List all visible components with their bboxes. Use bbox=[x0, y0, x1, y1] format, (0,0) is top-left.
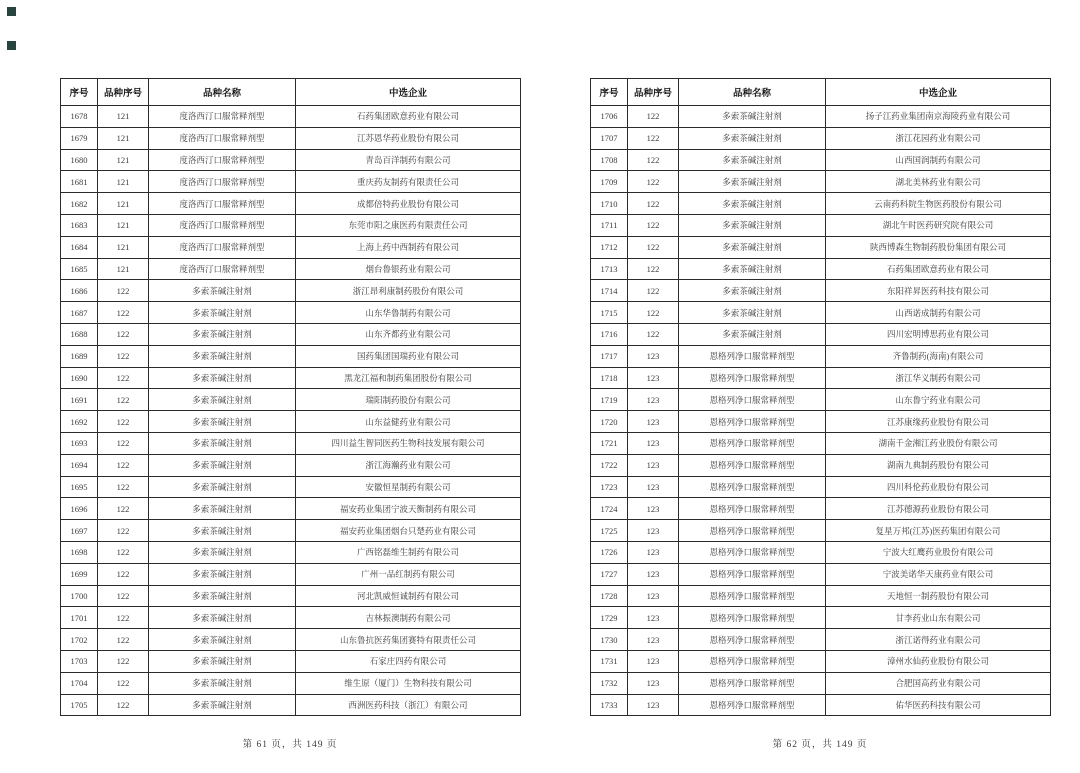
table-row bbox=[61, 127, 521, 149]
cell-selected-enterprise: 福安药业集团烟台只楚药业有限公司 bbox=[296, 520, 521, 542]
table-row bbox=[591, 149, 1051, 171]
cell-variety-name: 多索茶碱注射剂 bbox=[149, 302, 296, 324]
cell-seq: 1724 bbox=[591, 498, 628, 520]
cell-variety-name: 度洛西汀口服常释剂型 bbox=[149, 258, 296, 280]
cell-selected-enterprise: 重庆药友制药有限责任公司 bbox=[296, 171, 521, 193]
cell-selected-enterprise: 天地恒一制药股份有限公司 bbox=[826, 585, 1051, 607]
cell-variety-name: 恩格列净口服常释剂型 bbox=[679, 650, 826, 672]
cell-selected-enterprise: 浙江华义制药有限公司 bbox=[826, 367, 1051, 389]
col-header-selected-enterprise: 中选企业 bbox=[826, 79, 1051, 106]
cell-variety-name: 度洛西汀口服常释剂型 bbox=[149, 127, 296, 149]
cell-selected-enterprise: 宁波美诺华天康药业有限公司 bbox=[826, 563, 1051, 585]
table-row bbox=[591, 193, 1051, 215]
cell-selected-enterprise: 四川科伦药业股份有限公司 bbox=[826, 476, 1051, 498]
cell-variety-no: 121 bbox=[98, 236, 149, 258]
cell-variety-no: 122 bbox=[98, 694, 149, 716]
cell-selected-enterprise: 山东鲁抗医药集团赛特有限责任公司 bbox=[296, 629, 521, 651]
cell-variety-name: 多索茶碱注射剂 bbox=[149, 607, 296, 629]
cell-variety-no: 123 bbox=[628, 454, 679, 476]
cell-variety-name: 多索茶碱注射剂 bbox=[149, 367, 296, 389]
cell-variety-no: 122 bbox=[98, 345, 149, 367]
cell-variety-name: 多索茶碱注射剂 bbox=[679, 214, 826, 236]
cell-variety-no: 123 bbox=[628, 541, 679, 563]
cell-variety-name: 多索茶碱注射剂 bbox=[149, 585, 296, 607]
table-row bbox=[591, 345, 1051, 367]
cell-selected-enterprise: 河北凯威恒诚制药有限公司 bbox=[296, 585, 521, 607]
cell-seq: 1730 bbox=[591, 629, 628, 651]
cell-variety-no: 122 bbox=[628, 236, 679, 258]
table-row bbox=[61, 171, 521, 193]
table-row bbox=[591, 454, 1051, 476]
cell-selected-enterprise: 四川益生智同医药生物科技发展有限公司 bbox=[296, 432, 521, 454]
cell-seq: 1700 bbox=[61, 585, 98, 607]
page-number-left: 第 61 页，共 149 页 bbox=[242, 740, 338, 750]
cell-selected-enterprise: 江苏德源药业股份有限公司 bbox=[826, 498, 1051, 520]
table-row bbox=[61, 629, 521, 651]
cell-seq: 1713 bbox=[591, 258, 628, 280]
cell-variety-name: 度洛西汀口服常释剂型 bbox=[149, 236, 296, 258]
table-row bbox=[61, 585, 521, 607]
cell-seq: 1726 bbox=[591, 541, 628, 563]
cell-variety-name: 度洛西汀口服常释剂型 bbox=[149, 106, 296, 128]
cell-seq: 1722 bbox=[591, 454, 628, 476]
cell-variety-no: 121 bbox=[98, 127, 149, 149]
cell-variety-no: 122 bbox=[98, 563, 149, 585]
cell-variety-no: 122 bbox=[628, 323, 679, 345]
cell-variety-no: 123 bbox=[628, 694, 679, 716]
cell-variety-name: 多索茶碱注射剂 bbox=[149, 476, 296, 498]
cell-variety-name: 恩格列净口服常释剂型 bbox=[679, 520, 826, 542]
table-row bbox=[61, 498, 521, 520]
cell-variety-name: 多索茶碱注射剂 bbox=[149, 563, 296, 585]
cell-variety-no: 121 bbox=[98, 193, 149, 215]
table-row bbox=[591, 498, 1051, 520]
cell-variety-name: 多索茶碱注射剂 bbox=[679, 236, 826, 258]
cell-selected-enterprise: 上海上药中西制药有限公司 bbox=[296, 236, 521, 258]
cell-variety-name: 多索茶碱注射剂 bbox=[149, 411, 296, 433]
cell-seq: 1732 bbox=[591, 672, 628, 694]
cell-variety-no: 123 bbox=[628, 367, 679, 389]
table-row bbox=[61, 280, 521, 302]
cell-variety-no: 122 bbox=[98, 280, 149, 302]
cell-variety-no: 122 bbox=[628, 171, 679, 193]
table-row bbox=[61, 672, 521, 694]
cell-variety-name: 多索茶碱注射剂 bbox=[149, 454, 296, 476]
cell-variety-no: 123 bbox=[628, 585, 679, 607]
cell-seq: 1680 bbox=[61, 149, 98, 171]
cell-seq: 1716 bbox=[591, 323, 628, 345]
cell-variety-name: 多索茶碱注射剂 bbox=[149, 694, 296, 716]
table-row bbox=[61, 563, 521, 585]
cell-selected-enterprise: 云南药科院生物医药股份有限公司 bbox=[826, 193, 1051, 215]
cell-seq: 1706 bbox=[591, 106, 628, 128]
cell-selected-enterprise: 东阳祥昇医药科技有限公司 bbox=[826, 280, 1051, 302]
cell-selected-enterprise: 合肥国高药业有限公司 bbox=[826, 672, 1051, 694]
table-row bbox=[591, 650, 1051, 672]
cell-selected-enterprise: 湖北美林药业有限公司 bbox=[826, 171, 1051, 193]
cell-variety-name: 恩格列净口服常释剂型 bbox=[679, 694, 826, 716]
cell-variety-name: 多索茶碱注射剂 bbox=[149, 323, 296, 345]
table-row bbox=[591, 258, 1051, 280]
page-corner-marker-top bbox=[7, 7, 16, 16]
cell-variety-no: 123 bbox=[628, 389, 679, 411]
cell-variety-no: 123 bbox=[628, 650, 679, 672]
cell-selected-enterprise: 维生原（厦门）生物科技有限公司 bbox=[296, 672, 521, 694]
cell-selected-enterprise: 东莞市阳之康医药有限责任公司 bbox=[296, 214, 521, 236]
table-row bbox=[61, 193, 521, 215]
cell-variety-no: 123 bbox=[628, 629, 679, 651]
cell-seq: 1679 bbox=[61, 127, 98, 149]
cell-variety-no: 123 bbox=[628, 563, 679, 585]
table-row bbox=[61, 106, 521, 128]
cell-seq: 1704 bbox=[61, 672, 98, 694]
cell-variety-no: 122 bbox=[98, 541, 149, 563]
cell-variety-no: 122 bbox=[98, 520, 149, 542]
cell-selected-enterprise: 广西铭磊维生制药有限公司 bbox=[296, 541, 521, 563]
page-corner-marker-left bbox=[7, 41, 16, 50]
cell-variety-no: 123 bbox=[628, 672, 679, 694]
cell-variety-name: 恩格列净口服常释剂型 bbox=[679, 476, 826, 498]
cell-variety-no: 123 bbox=[628, 520, 679, 542]
table-row bbox=[591, 585, 1051, 607]
table-row bbox=[591, 367, 1051, 389]
table-row bbox=[591, 171, 1051, 193]
cell-selected-enterprise: 复星万邦(江苏)医药集团有限公司 bbox=[826, 520, 1051, 542]
cell-seq: 1709 bbox=[591, 171, 628, 193]
cell-seq: 1701 bbox=[61, 607, 98, 629]
cell-selected-enterprise: 漳州水仙药业股份有限公司 bbox=[826, 650, 1051, 672]
table-row bbox=[591, 672, 1051, 694]
cell-seq: 1697 bbox=[61, 520, 98, 542]
cell-selected-enterprise: 江苏恩华药业股份有限公司 bbox=[296, 127, 521, 149]
cell-variety-name: 多索茶碱注射剂 bbox=[149, 432, 296, 454]
cell-variety-name: 多索茶碱注射剂 bbox=[149, 498, 296, 520]
cell-seq: 1727 bbox=[591, 563, 628, 585]
cell-seq: 1681 bbox=[61, 171, 98, 193]
table-row bbox=[61, 541, 521, 563]
cell-variety-no: 122 bbox=[98, 629, 149, 651]
cell-selected-enterprise: 湖南千金湘江药业股份有限公司 bbox=[826, 432, 1051, 454]
cell-seq: 1688 bbox=[61, 323, 98, 345]
cell-variety-name: 多索茶碱注射剂 bbox=[679, 171, 826, 193]
table-row bbox=[61, 367, 521, 389]
cell-variety-name: 多索茶碱注射剂 bbox=[149, 650, 296, 672]
cell-variety-no: 121 bbox=[98, 106, 149, 128]
table-row bbox=[591, 476, 1051, 498]
cell-selected-enterprise: 石药集团欧意药业有限公司 bbox=[826, 258, 1051, 280]
table-row bbox=[591, 629, 1051, 651]
cell-variety-no: 122 bbox=[98, 389, 149, 411]
cell-variety-no: 123 bbox=[628, 607, 679, 629]
cell-seq: 1717 bbox=[591, 345, 628, 367]
cell-selected-enterprise: 陕西博森生物制药股份集团有限公司 bbox=[826, 236, 1051, 258]
cell-seq: 1731 bbox=[591, 650, 628, 672]
cell-variety-no: 122 bbox=[98, 454, 149, 476]
cell-selected-enterprise: 山东华鲁制药有限公司 bbox=[296, 302, 521, 324]
table-row bbox=[61, 214, 521, 236]
cell-variety-name: 多索茶碱注射剂 bbox=[679, 127, 826, 149]
cell-variety-no: 121 bbox=[98, 214, 149, 236]
cell-selected-enterprise: 浙江诺得药业有限公司 bbox=[826, 629, 1051, 651]
cell-seq: 1707 bbox=[591, 127, 628, 149]
cell-variety-name: 恩格列净口服常释剂型 bbox=[679, 454, 826, 476]
cell-seq: 1682 bbox=[61, 193, 98, 215]
cell-variety-name: 多索茶碱注射剂 bbox=[149, 345, 296, 367]
cell-variety-name: 多索茶碱注射剂 bbox=[679, 323, 826, 345]
table-row bbox=[591, 302, 1051, 324]
cell-selected-enterprise: 石药集团欧意药业有限公司 bbox=[296, 106, 521, 128]
cell-variety-name: 多索茶碱注射剂 bbox=[679, 280, 826, 302]
cell-selected-enterprise: 烟台鲁银药业有限公司 bbox=[296, 258, 521, 280]
table-row bbox=[591, 520, 1051, 542]
table-row bbox=[61, 302, 521, 324]
table-row bbox=[591, 106, 1051, 128]
cell-variety-name: 恩格列净口服常释剂型 bbox=[679, 541, 826, 563]
table-row bbox=[591, 389, 1051, 411]
cell-seq: 1721 bbox=[591, 432, 628, 454]
col-header-selected-enterprise: 中选企业 bbox=[296, 79, 521, 106]
cell-variety-no: 122 bbox=[628, 214, 679, 236]
table-row bbox=[61, 258, 521, 280]
cell-seq: 1696 bbox=[61, 498, 98, 520]
cell-selected-enterprise: 佑华医药科技有限公司 bbox=[826, 694, 1051, 716]
cell-variety-name: 恩格列净口服常释剂型 bbox=[679, 367, 826, 389]
table-row bbox=[591, 541, 1051, 563]
cell-selected-enterprise: 广州一品红制药有限公司 bbox=[296, 563, 521, 585]
cell-selected-enterprise: 安徽恒星制药有限公司 bbox=[296, 476, 521, 498]
cell-variety-name: 恩格列净口服常释剂型 bbox=[679, 672, 826, 694]
cell-selected-enterprise: 浙江海瀚药业有限公司 bbox=[296, 454, 521, 476]
cell-variety-name: 度洛西汀口服常释剂型 bbox=[149, 171, 296, 193]
cell-selected-enterprise: 山东鲁宁药业有限公司 bbox=[826, 389, 1051, 411]
table-row bbox=[591, 694, 1051, 716]
cell-seq: 1711 bbox=[591, 214, 628, 236]
table-header-row bbox=[591, 79, 1051, 106]
cell-seq: 1715 bbox=[591, 302, 628, 324]
cell-variety-name: 多索茶碱注射剂 bbox=[149, 541, 296, 563]
table-row bbox=[61, 149, 521, 171]
cell-variety-no: 122 bbox=[98, 672, 149, 694]
cell-variety-no: 122 bbox=[628, 149, 679, 171]
cell-variety-name: 恩格列净口服常释剂型 bbox=[679, 389, 826, 411]
cell-variety-no: 122 bbox=[98, 411, 149, 433]
cell-seq: 1703 bbox=[61, 650, 98, 672]
cell-variety-name: 度洛西汀口服常释剂型 bbox=[149, 149, 296, 171]
table-row bbox=[61, 323, 521, 345]
cell-selected-enterprise: 山西国润制药有限公司 bbox=[826, 149, 1051, 171]
selected-drugs-table-page-62 bbox=[590, 78, 1051, 716]
cell-seq: 1683 bbox=[61, 214, 98, 236]
cell-variety-name: 多索茶碱注射剂 bbox=[679, 258, 826, 280]
cell-selected-enterprise: 吉林振澳制药有限公司 bbox=[296, 607, 521, 629]
cell-selected-enterprise: 齐鲁制药(海南)有限公司 bbox=[826, 345, 1051, 367]
cell-variety-no: 122 bbox=[628, 258, 679, 280]
cell-seq: 1678 bbox=[61, 106, 98, 128]
cell-seq: 1702 bbox=[61, 629, 98, 651]
cell-selected-enterprise: 浙江花园药业有限公司 bbox=[826, 127, 1051, 149]
cell-seq: 1719 bbox=[591, 389, 628, 411]
cell-seq: 1712 bbox=[591, 236, 628, 258]
cell-seq: 1687 bbox=[61, 302, 98, 324]
cell-selected-enterprise: 扬子江药业集团南京海陵药业有限公司 bbox=[826, 106, 1051, 128]
table-row bbox=[591, 214, 1051, 236]
cell-variety-no: 122 bbox=[98, 367, 149, 389]
col-header-seq: 序号 bbox=[591, 79, 628, 106]
cell-variety-no: 122 bbox=[98, 302, 149, 324]
cell-selected-enterprise: 福安药业集团宁波天衡制药有限公司 bbox=[296, 498, 521, 520]
cell-seq: 1710 bbox=[591, 193, 628, 215]
cell-selected-enterprise: 黑龙江福和制药集团股份有限公司 bbox=[296, 367, 521, 389]
table-row bbox=[61, 694, 521, 716]
page-number-right: 第 62 页，共 149 页 bbox=[772, 740, 868, 750]
table-row bbox=[61, 432, 521, 454]
table-header-row bbox=[61, 79, 521, 106]
cell-seq: 1689 bbox=[61, 345, 98, 367]
cell-variety-name: 恩格列净口服常释剂型 bbox=[679, 498, 826, 520]
cell-variety-name: 度洛西汀口服常释剂型 bbox=[149, 214, 296, 236]
cell-variety-no: 122 bbox=[98, 585, 149, 607]
cell-seq: 1685 bbox=[61, 258, 98, 280]
cell-seq: 1698 bbox=[61, 541, 98, 563]
table-row bbox=[61, 454, 521, 476]
table-row bbox=[591, 607, 1051, 629]
cell-variety-no: 122 bbox=[98, 650, 149, 672]
cell-seq: 1729 bbox=[591, 607, 628, 629]
cell-variety-no: 121 bbox=[98, 258, 149, 280]
cell-variety-no: 123 bbox=[628, 345, 679, 367]
table-row bbox=[61, 476, 521, 498]
col-header-variety-no: 品种序号 bbox=[628, 79, 679, 106]
table-row bbox=[61, 345, 521, 367]
cell-variety-no: 122 bbox=[98, 476, 149, 498]
table-row bbox=[591, 432, 1051, 454]
cell-selected-enterprise: 西洲医药科技（浙江）有限公司 bbox=[296, 694, 521, 716]
cell-variety-name: 多索茶碱注射剂 bbox=[679, 193, 826, 215]
cell-selected-enterprise: 浙江昂利康制药股份有限公司 bbox=[296, 280, 521, 302]
cell-variety-no: 123 bbox=[628, 498, 679, 520]
cell-variety-no: 122 bbox=[98, 498, 149, 520]
cell-seq: 1728 bbox=[591, 585, 628, 607]
cell-seq: 1690 bbox=[61, 367, 98, 389]
cell-variety-no: 122 bbox=[98, 607, 149, 629]
cell-seq: 1684 bbox=[61, 236, 98, 258]
cell-selected-enterprise: 山东益健药业有限公司 bbox=[296, 411, 521, 433]
table-row bbox=[61, 236, 521, 258]
cell-selected-enterprise: 山西诺成制药有限公司 bbox=[826, 302, 1051, 324]
cell-variety-name: 多索茶碱注射剂 bbox=[679, 302, 826, 324]
cell-seq: 1718 bbox=[591, 367, 628, 389]
cell-selected-enterprise: 江苏康缘药业股份有限公司 bbox=[826, 411, 1051, 433]
cell-selected-enterprise: 国药集团国瑞药业有限公司 bbox=[296, 345, 521, 367]
cell-variety-name: 恩格列净口服常释剂型 bbox=[679, 585, 826, 607]
table-row bbox=[591, 563, 1051, 585]
cell-selected-enterprise: 湖北午时医药研究院有限公司 bbox=[826, 214, 1051, 236]
cell-variety-no: 121 bbox=[98, 171, 149, 193]
cell-variety-no: 123 bbox=[628, 476, 679, 498]
cell-selected-enterprise: 宁波大红鹰药业股份有限公司 bbox=[826, 541, 1051, 563]
cell-seq: 1714 bbox=[591, 280, 628, 302]
cell-seq: 1692 bbox=[61, 411, 98, 433]
cell-variety-no: 122 bbox=[98, 323, 149, 345]
cell-variety-no: 123 bbox=[628, 411, 679, 433]
table-row bbox=[591, 323, 1051, 345]
col-header-seq: 序号 bbox=[61, 79, 98, 106]
cell-seq: 1733 bbox=[591, 694, 628, 716]
cell-selected-enterprise: 瑞阳制药股份有限公司 bbox=[296, 389, 521, 411]
cell-variety-name: 恩格列净口服常释剂型 bbox=[679, 629, 826, 651]
cell-variety-no: 122 bbox=[628, 193, 679, 215]
cell-variety-name: 多索茶碱注射剂 bbox=[149, 672, 296, 694]
cell-variety-no: 122 bbox=[98, 432, 149, 454]
cell-seq: 1723 bbox=[591, 476, 628, 498]
cell-selected-enterprise: 甘李药业山东有限公司 bbox=[826, 607, 1051, 629]
cell-seq: 1725 bbox=[591, 520, 628, 542]
cell-selected-enterprise: 青岛百洋制药有限公司 bbox=[296, 149, 521, 171]
cell-variety-name: 多索茶碱注射剂 bbox=[679, 149, 826, 171]
table-row bbox=[61, 650, 521, 672]
cell-variety-name: 恩格列净口服常释剂型 bbox=[679, 607, 826, 629]
cell-variety-name: 恩格列净口服常释剂型 bbox=[679, 345, 826, 367]
cell-seq: 1691 bbox=[61, 389, 98, 411]
cell-variety-no: 121 bbox=[98, 149, 149, 171]
cell-variety-name: 多索茶碱注射剂 bbox=[149, 520, 296, 542]
cell-seq: 1693 bbox=[61, 432, 98, 454]
cell-variety-no: 122 bbox=[628, 302, 679, 324]
cell-seq: 1705 bbox=[61, 694, 98, 716]
cell-variety-name: 多索茶碱注射剂 bbox=[149, 280, 296, 302]
cell-variety-no: 122 bbox=[628, 280, 679, 302]
col-header-variety-no: 品种序号 bbox=[98, 79, 149, 106]
table-row bbox=[591, 411, 1051, 433]
table-row bbox=[591, 236, 1051, 258]
cell-variety-name: 多索茶碱注射剂 bbox=[149, 629, 296, 651]
selected-drugs-table-page-61 bbox=[60, 78, 521, 716]
col-header-variety-name: 品种名称 bbox=[149, 79, 296, 106]
cell-seq: 1720 bbox=[591, 411, 628, 433]
cell-seq: 1686 bbox=[61, 280, 98, 302]
cell-selected-enterprise: 四川宏明博思药业有限公司 bbox=[826, 323, 1051, 345]
cell-selected-enterprise: 石家庄四药有限公司 bbox=[296, 650, 521, 672]
cell-seq: 1699 bbox=[61, 563, 98, 585]
cell-variety-name: 多索茶碱注射剂 bbox=[679, 106, 826, 128]
cell-variety-no: 123 bbox=[628, 432, 679, 454]
cell-variety-name: 恩格列净口服常释剂型 bbox=[679, 411, 826, 433]
cell-variety-name: 度洛西汀口服常释剂型 bbox=[149, 193, 296, 215]
table-row bbox=[61, 520, 521, 542]
cell-variety-name: 恩格列净口服常释剂型 bbox=[679, 563, 826, 585]
cell-seq: 1695 bbox=[61, 476, 98, 498]
cell-variety-no: 122 bbox=[628, 106, 679, 128]
cell-selected-enterprise: 成都倍特药业股份有限公司 bbox=[296, 193, 521, 215]
table-row bbox=[61, 607, 521, 629]
table-row bbox=[61, 389, 521, 411]
cell-selected-enterprise: 山东齐都药业有限公司 bbox=[296, 323, 521, 345]
cell-variety-name: 多索茶碱注射剂 bbox=[149, 389, 296, 411]
cell-seq: 1694 bbox=[61, 454, 98, 476]
table-row bbox=[591, 280, 1051, 302]
cell-variety-name: 恩格列净口服常释剂型 bbox=[679, 432, 826, 454]
table-row bbox=[61, 411, 521, 433]
col-header-variety-name: 品种名称 bbox=[679, 79, 826, 106]
table-row bbox=[591, 127, 1051, 149]
cell-seq: 1708 bbox=[591, 149, 628, 171]
cell-selected-enterprise: 湖南九典制药股份有限公司 bbox=[826, 454, 1051, 476]
cell-variety-no: 122 bbox=[628, 127, 679, 149]
